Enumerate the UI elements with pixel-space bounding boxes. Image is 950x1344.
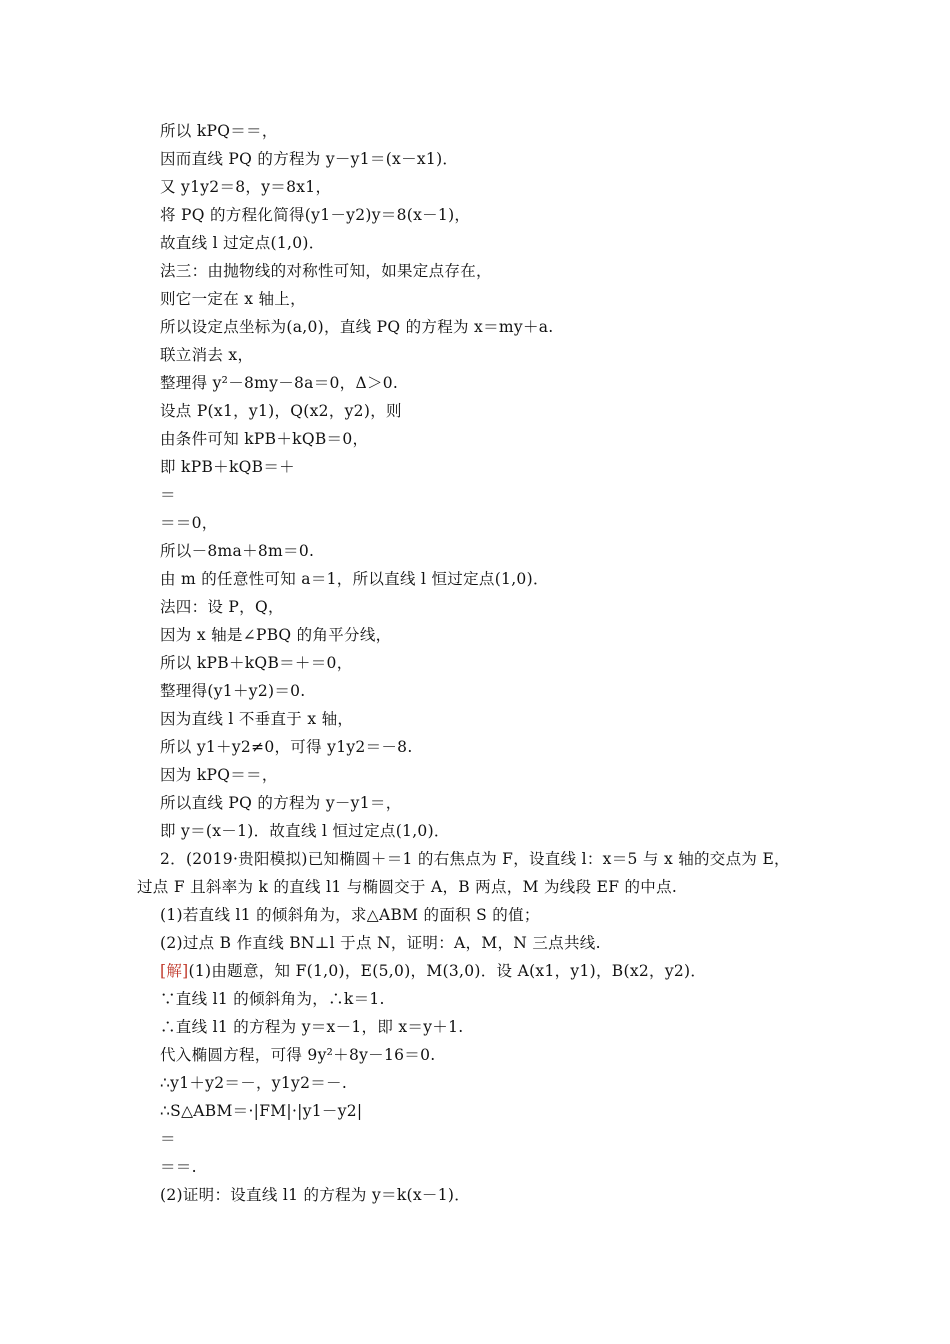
- text-line: 由条件可知 kPB＋kQB＝0，: [160, 430, 369, 448]
- text-line: 因为 kPQ＝＝，: [160, 766, 278, 784]
- text-line: 整理得 y²－8my－8a＝0，Δ＞0.: [160, 374, 399, 392]
- text-line: 所以 kPB＋kQB＝＋＝0，: [160, 654, 353, 672]
- text-line: 所以 y1＋y2≠0，可得 y1y2＝－8.: [160, 738, 413, 756]
- text-line: 联立消去 x，: [160, 346, 254, 364]
- text-line: 因为直线 l 不垂直于 x 轴，: [160, 710, 354, 728]
- text-line: 由 m 的任意性可知 a＝1，所以直线 l 恒过定点(1,0)．: [160, 570, 549, 588]
- text-line: 所以 kPQ＝＝，: [160, 122, 278, 140]
- text-line: ∴直线 l1 的方程为 y＝x－1，即 x＝y＋1.: [160, 1018, 464, 1036]
- text-line: ＝: [160, 486, 176, 504]
- solution-marker: [解]: [160, 962, 189, 980]
- text-line: 法四：设 P，Q，: [160, 598, 284, 616]
- text-line: 设点 P(x1，y1)，Q(x2，y2)，则: [160, 402, 402, 420]
- solution-text: (1)由题意，知 F(1,0)，E(5,0)，M(3,0)．设 A(x1，y1)，B(x2，y2)．: [188, 962, 707, 980]
- text-line: 即 y＝(x－1)．故直线 l 恒过定点(1,0)．: [160, 822, 450, 840]
- problem-2-part-1: (1)若直线 l1 的倾斜角为，求△ABM 的面积 S 的值；: [160, 906, 540, 924]
- text-line: 即 kPB＋kQB＝＋: [160, 458, 295, 476]
- text-line: 所以－8ma＋8m＝0.: [160, 542, 315, 560]
- text-line: 又 y1y2＝8，y＝8x1，: [160, 178, 332, 196]
- problem-2-statement: 2．(2019·贵阳模拟)已知椭圆＋＝1 的右焦点为 F，设直线 l：x＝5 与 x 轴的交点为 E，: [160, 850, 790, 868]
- text-line: (2)证明：设直线 l1 的方程为 y＝k(x－1)．: [160, 1186, 471, 1204]
- text-line: ＝＝.: [160, 1158, 197, 1176]
- text-line: 所以直线 PQ 的方程为 y－y1＝，: [160, 794, 402, 812]
- problem-2-part-2: (2)过点 B 作直线 BN⊥l 于点 N，证明：A，M，N 三点共线.: [160, 934, 601, 952]
- text-line: 则它一定在 x 轴上，: [160, 290, 306, 308]
- text-line: ∵直线 l1 的倾斜角为，∴k＝1.: [160, 990, 385, 1008]
- text-line: ∴S△ABM＝·|FM|·|y1－y2|: [160, 1102, 363, 1120]
- problem-2-statement-continued: 过点 F 且斜率为 k 的直线 l1 与椭圆交于 A，B 两点，M 为线段 EF 的中点.: [137, 878, 678, 896]
- text-line: 整理得(y1＋y2)＝0.: [160, 682, 306, 700]
- text-line: ∴y1＋y2＝－，y1y2＝－.: [160, 1074, 348, 1092]
- solution-start-line: [160, 961, 706, 981]
- text-line: ＝＝0，: [160, 514, 218, 532]
- text-line: 所以设定点坐标为(a,0)，直线 PQ 的方程为 x＝my＋a.: [160, 318, 554, 336]
- text-line: 因为 x 轴是∠PBQ 的角平分线，: [160, 626, 392, 644]
- text-line: 因而直线 PQ 的方程为 y－y1＝(x－x1)．: [160, 150, 459, 168]
- text-line: 故直线 l 过定点(1,0)．: [160, 234, 325, 252]
- text-line: 法三：由抛物线的对称性可知，如果定点存在，: [160, 262, 492, 280]
- text-line: 代入椭圆方程，可得 9y²＋8y－16＝0.: [160, 1046, 436, 1064]
- text-line: 将 PQ 的方程化简得(y1－y2)y＝8(x－1)，: [160, 206, 471, 224]
- text-line: ＝: [160, 1130, 176, 1148]
